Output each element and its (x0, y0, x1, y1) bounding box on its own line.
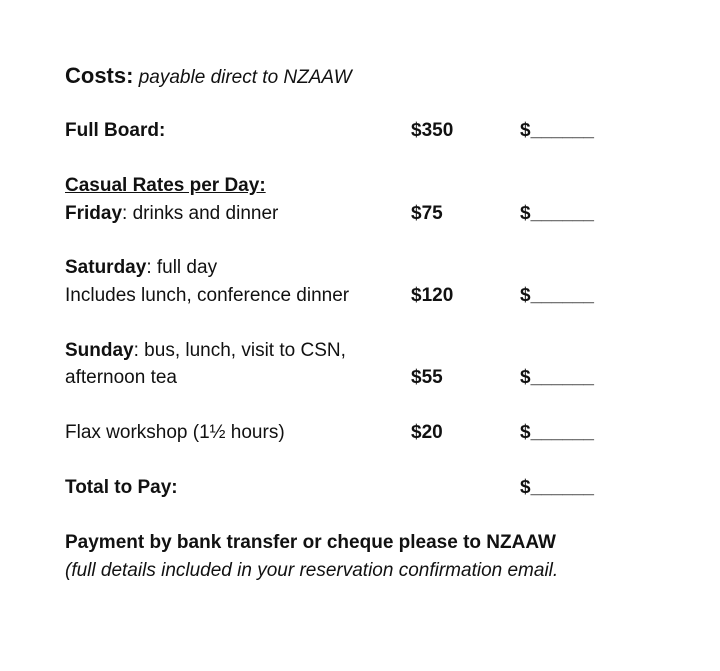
friday-row (65, 203, 278, 225)
payment-instructions: Payment by bank transfer or cheque please to NZAAW (65, 532, 556, 553)
payment-note: (full details included in your reservation confirmation email. (65, 560, 559, 581)
sunday-row (65, 340, 346, 362)
casual-rates-heading: Casual Rates per Day: (65, 175, 266, 196)
full-board-price: $350 (411, 120, 454, 141)
saturday-desc-line2: Includes lunch, conference dinner (65, 285, 350, 306)
costs-heading-colon: : (126, 63, 134, 88)
costs-heading (65, 65, 352, 89)
full-board-label: Full Board: (65, 120, 166, 141)
friday-day: Friday (65, 203, 123, 224)
sunday-price: $55 (411, 367, 443, 388)
saturday-row (65, 257, 217, 279)
flax-workshop-blank: $______ (520, 422, 594, 443)
total-blank: $______ (520, 477, 594, 498)
friday-desc: : drinks and dinner (122, 203, 279, 224)
costs-heading-note: payable direct to NZAAW (138, 67, 352, 88)
total-label: Total to Pay: (65, 477, 178, 498)
saturday-blank: $______ (520, 285, 594, 306)
friday-blank: $______ (520, 203, 594, 224)
saturday-day: Saturday (65, 257, 147, 278)
flax-workshop-price: $20 (411, 422, 443, 443)
saturday-desc: : full day (146, 257, 218, 278)
sunday-day: Sunday (65, 340, 134, 361)
full-board-blank: $______ (520, 120, 594, 141)
sunday-desc-line2: afternoon tea (65, 367, 177, 388)
sunday-blank: $______ (520, 367, 594, 388)
sunday-desc: : bus, lunch, visit to CSN, (133, 340, 346, 361)
flax-workshop-label: Flax workshop (1½ hours) (65, 422, 285, 443)
saturday-price: $120 (411, 285, 454, 306)
costs-heading-title: Costs (65, 63, 127, 88)
friday-price: $75 (411, 203, 443, 224)
